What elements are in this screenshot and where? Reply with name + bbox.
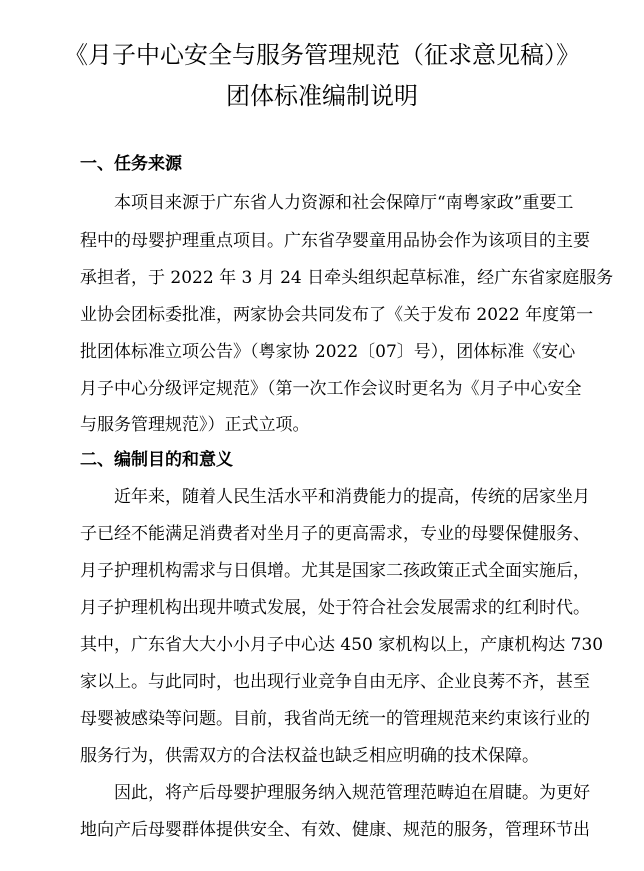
paragraph-line: 业协会团标委批准，两家协会共同发布了《关于发布 2022 年度第一 xyxy=(80,305,594,325)
paragraph-line: 程中的母婴护理重点项目。广东省孕婴童用品协会作为该项目的主要 xyxy=(80,231,590,251)
document-subtitle: 团体标准编制说明 xyxy=(226,82,418,110)
paragraph-line: 因此，将产后母婴护理服务纳入规范管理范畴迫在眉睫。为更好 xyxy=(114,783,590,803)
section-heading-task-source: 一、任务来源 xyxy=(80,154,182,174)
paragraph-line: 其中，广东省大大小小月子中心达 450 家机构以上，产康机构达 730 xyxy=(80,635,604,655)
paragraph-line: 月子护理机构需求与日俱增。尤其是国家二孩政策正式全面实施后， xyxy=(80,561,590,581)
paragraph-line: 地向产后母婴群体提供安全、有效、健康、规范的服务，管理环节出 xyxy=(80,820,590,840)
paragraph-line: 本项目来源于广东省人力资源和社会保障厅“南粤家政”重要工 xyxy=(114,193,574,213)
paragraph-line: 近年来，随着人民生活水平和消费能力的提高，传统的居家坐月 xyxy=(114,487,590,507)
paragraph-line: 家以上。与此同时，也出现行业竞争自由无序、企业良莠不齐，甚至 xyxy=(80,672,590,692)
paragraph-line: 服务行为，供需双方的合法权益也缺乏相应明确的技术保障。 xyxy=(80,746,539,766)
document-title: 《月子中心安全与服务管理规范（征求意见稿）》 xyxy=(64,41,580,69)
paragraph-line: 子已经不能满足消费者对坐月子的更高需求，专业的母婴保健服务、 xyxy=(80,524,590,544)
paragraph-line: 月子护理机构出现井喷式发展，处于符合社会发展需求的红利时代。 xyxy=(80,598,590,618)
section-heading-purpose: 二、编制目的和意义 xyxy=(80,450,233,470)
paragraph-line: 母婴被感染等问题。目前，我省尚无统一的管理规范来约束该行业的 xyxy=(80,709,590,729)
paragraph-line: 承担者，于 2022 年 3 月 24 日牵头组织起草标准，经广东省家庭服务 xyxy=(80,268,614,288)
paragraph-line: 与服务管理规范》）正式立项。 xyxy=(80,415,310,435)
paragraph-line: 批团体标准立项公告》（粤家协 2022〔07〕号），团体标准《安心 xyxy=(80,342,576,362)
paragraph-line: 月子中心分级评定规范》（第一次工作会议时更名为《月子中心安全 xyxy=(80,379,582,399)
